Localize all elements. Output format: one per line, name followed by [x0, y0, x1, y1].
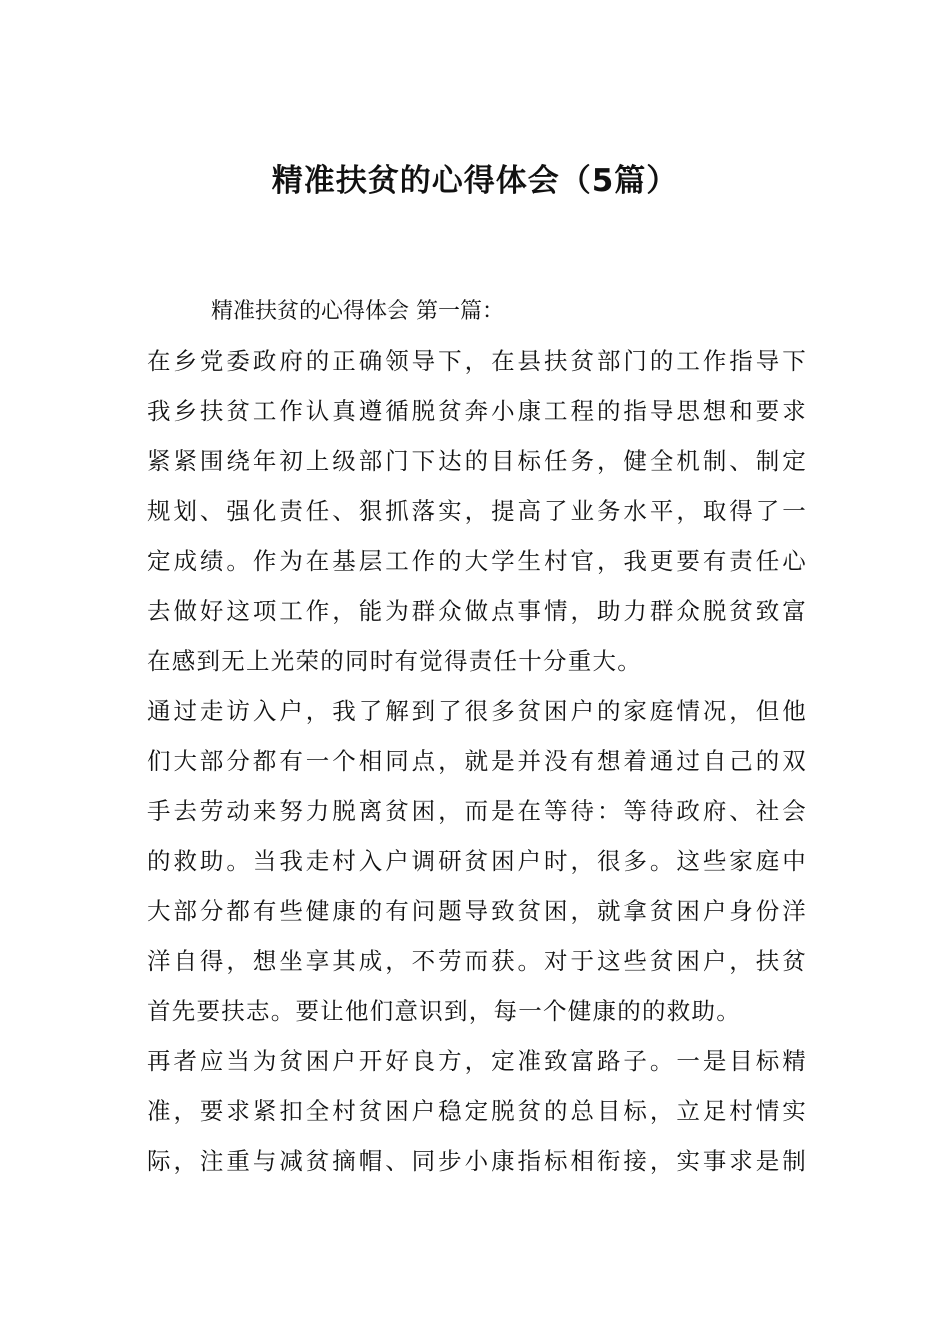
text-line: 际，注重与减贫摘帽、同步小康指标相衔接，实事求是制: [147, 1147, 807, 1175]
text-line: 的救助。当我走村入户调研贫困户时，很多。这些家庭中: [147, 847, 807, 875]
text-line: 在感到无上光荣的同时有觉得责任十分重大。: [147, 647, 642, 675]
text-line: 在乡党委政府的正确领导下，在县扶贫部门的工作指导下: [147, 347, 807, 375]
paragraph-1: [147, 336, 807, 686]
text-line: 准，要求紧扣全村贫困户稳定脱贫的总目标，立足村情实: [147, 1097, 807, 1125]
text-line: 再者应当为贫困户开好良方，定准致富路子。一是目标精: [147, 1047, 807, 1075]
text-line: 手去劳动来努力脱离贫困，而是在等待：等待政府、社会: [147, 797, 807, 825]
text-line: 们大部分都有一个相同点，就是并没有想着通过自己的双: [147, 747, 807, 775]
text-line: 紧紧围绕年初上级部门下达的目标任务，健全机制、制定: [147, 447, 807, 475]
text-line: 规划、强化责任、狠抓落实，提高了业务水平，取得了一: [147, 497, 807, 525]
paragraph-2: [147, 686, 807, 1036]
text-line: 大部分都有些健康的有问题导致贫困，就拿贫困户身份洋: [147, 897, 807, 925]
section-heading: 精准扶贫的心得体会 第一篇：: [211, 299, 504, 324]
text-line: 我乡扶贫工作认真遵循脱贫奔小康工程的指导思想和要求: [147, 397, 807, 425]
document-title: 精准扶贫的心得体会（5篇）: [271, 163, 679, 199]
text-line: 去做好这项工作，能为群众做点事情，助力群众脱贫致富: [147, 597, 807, 625]
text-line: 洋自得，想坐享其成，不劳而获。对于这些贫困户，扶贫: [147, 947, 807, 975]
text-line: 定成绩。作为在基层工作的大学生村官，我更要有责任心: [147, 547, 807, 575]
paragraph-3: [147, 1036, 807, 1186]
text-line: 首先要扶志。要让他们意识到，每一个健康的的救助。: [147, 997, 741, 1025]
document-body: [147, 287, 807, 1186]
text-line: 通过走访入户，我了解到了很多贫困户的家庭情况，但他: [147, 697, 807, 725]
